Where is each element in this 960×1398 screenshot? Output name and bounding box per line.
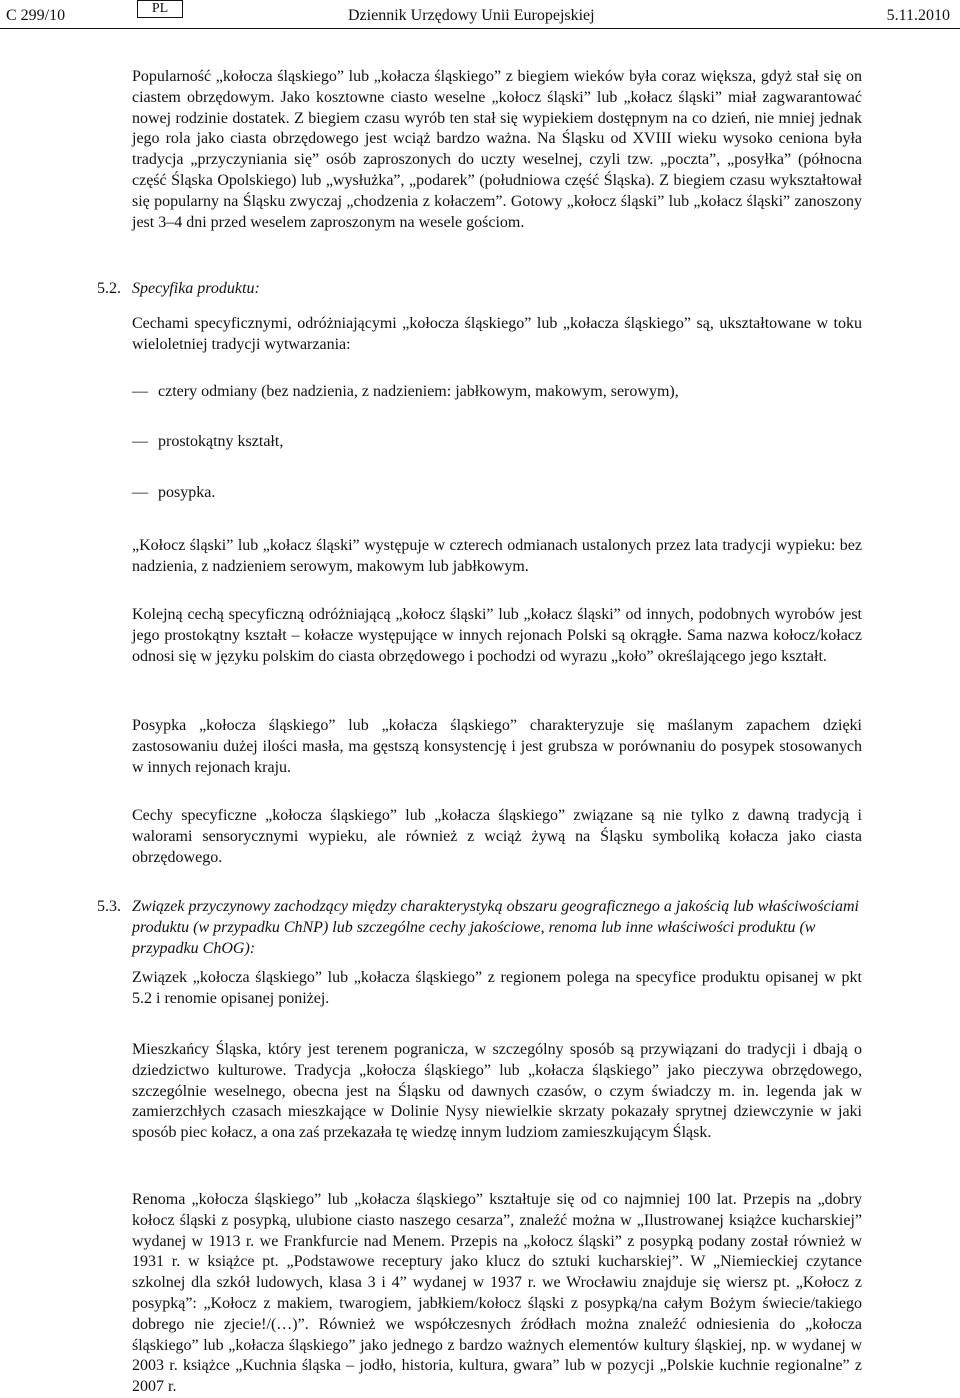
paragraph-characteristics: Cechami specyficznymi, odróżniającymi „kołocza śląskiego” lub „kołacza śląskiego” są, ukształtowane w toku wieloletniej tradycji wytwarzania: (132, 315, 862, 353)
section-number-5-2: 5.2. (97, 280, 121, 297)
list-item (132, 483, 862, 504)
journal-title: Dziennik Urzędowy Unii Europejskiej (348, 7, 595, 24)
section-title-5-3: Związek przyczynowy zachodzący między charakterystyką obszaru geograficznego a jakością lub właściwościami produktu (w przypadku ChNP) lub szczególne cechy jakościowe, renoma lub inne właściwości produktu (w przypadku ChOG): (132, 898, 859, 957)
section-number-5-3: 5.3. (97, 898, 121, 915)
paragraph-reputation: Renoma „kołocza śląskiego” lub „kołacza śląskiego” kształtuje się od co najmniej 100 lat. Przepis na „dobry kołocz śląski z posypką, ulubione ciasto naszego cesarza”, znaleźć można w „Ilustrowanej książce kucharskiej” wydanej w 1913 r. we Frankfurcie nad Menem. Przepis na „kołocz śląski” z posypką podany został również w 1931 r. w książce pt. „Podstawowe receptury jako klucz do sztuki kucharskiej”. W „Niemieckiej czytance szkolnej dla szkół ludowych, klasa 3 i 4” wydanej w 1937 r. we Wrocławiu znajduje się wiersz pt. „Kołocz z posypką”: „Kołocz z makiem, twarogiem, jabłkiem/kołocz śląski z posypką/na całym Bożym świecie/takiego dobrego nie zjecie!/(…)”. Również we współczesnych źródłach można znaleźć odniesienia do „kołocza śląskiego” lub „kołacza śląskiego” jako jednego z bardzo ważnych elementów kultury śląskiej, np. w wydanej w 2003 r. książce „Kuchnia śląska – jodło, historia, kultura, gwara” lub w pozycji „Polskie kuchnie regionalne” z 2007 r. (132, 1191, 862, 1396)
paragraph-shape: Kolejną cechą specyficzną odróżniającą „kołocz śląski” lub „kołacz śląski” od innych, podobnych wyrobów jest jego prostokątny kształt – kołacze występujące w innych rejonach Polski są okrągłe. Sama nazwa kołocz/kołacz odnosi się w języku polskim do ciasta obrzędowego i pochodzi od wyrazu „koło” określającego jego kształt. (132, 606, 862, 665)
journal-reference: C 299/10 (6, 7, 66, 24)
paragraph-symbolism: Cechy specyficzne „kołocza śląskiego” lub „kołacza śląskiego” związane są nie tylko z dawną tradycją i walorami sensorycznymi wypieku, ale również z wciąż żywą na Śląsku symboliką kołacza jako ciasta obrzędowego. (132, 807, 862, 866)
list-dash: — (132, 433, 148, 450)
paragraph-topping: Posypka „kołocza śląskiego” lub „kołacza śląskiego” charakteryzuje się maślanym zapachem dzięki zastosowaniu dużej ilości masła, ma gęstszą konsystencję i jest grubsza w porównaniu do posypek stosowanych w innych rejonach kraju. (132, 717, 862, 776)
list-item (132, 432, 862, 453)
list-dash: — (132, 383, 148, 400)
list-item-text: posypka. (158, 484, 216, 501)
page-header (0, 0, 960, 32)
paragraph-tradition: Mieszkańcy Śląska, który jest terenem pogranicza, w szczególny sposób są przywiązani do tradycji i dbają o dziedzictwo kulturowe. Tradycja „kołocza śląskiego” lub „kołacza śląskiego” jako pieczywa obrzędowego, szczególnie weselnego, obecna jest na Śląsku od dawnych czasów, o czym świadczy m. in. legenda jak w zamierzchłych czasach mieszkające w Dolinie Nysy niewielkie skrzaty pokazały sprytnej dziewczynie w jaki sposób piec kołacz, a ona zaś przekazała tę wiedzę innym ludziom zamieszkującym Śląsk. (132, 1041, 862, 1142)
publication-date: 5.11.2010 (886, 7, 950, 24)
list-item-text: cztery odmiany (bez nadzienia, z nadzieniem: jabłkowym, makowym, serowym), (158, 383, 679, 400)
list-item-text: prostokątny kształt, (158, 433, 284, 450)
list-item (132, 382, 862, 403)
header-divider (0, 28, 960, 29)
paragraph-link: Związek „kołocza śląskiego” lub „kołacza śląskiego” z regionem polega na specyfice produktu opisanej w pkt 5.2 i renomie opisanej poniżej. (132, 969, 862, 1007)
list-dash: — (132, 484, 148, 501)
paragraph-popularity: Popularność „kołocza śląskiego” lub „kołacza śląskiego” z biegiem wieków była coraz większa, gdyż stał się on ciastem obrzędowym. Jako kosztowne ciasto weselne „kołocz śląski” lub „kołacz śląski” miał zagwarantować nowej rodzinie dostatek. Z biegiem czasu wyrób ten stał się wypiekiem dostępnym na co dzień, nie mniej jednak jego rola jako ciasta obrzędowego jest wciąż bardzo ważna. Na Śląsku od XVIII wieku wysoko ceniona była tradycja „przyczyniania się” osób zaproszonych do uczty weselnej, czyli tzw. „poczta”, „posyłka” (północna część Śląska Opolskiego) lub „wysłużka”, „podarek” (południowa część Śląska). Z biegiem czasu wykształtował się popularny na Śląsku zwyczaj „chodzenia z kołaczem”. Gotowy „kołocz śląski” lub „kołacz śląski” zanoszony jest 3–4 dni przed weselem zaproszonym na wesele gościom. (132, 68, 862, 231)
section-title-5-2: Specyfika produktu: (132, 280, 260, 297)
paragraph-variants: „Kołocz śląski” lub „kołacz śląski” występuje w czterech odmianach ustalonych przez lata tradycji wypieku: bez nadzienia, z nadzieniem serowym, makowym lub jabłkowym. (132, 537, 862, 575)
language-badge: PL (137, 0, 183, 18)
